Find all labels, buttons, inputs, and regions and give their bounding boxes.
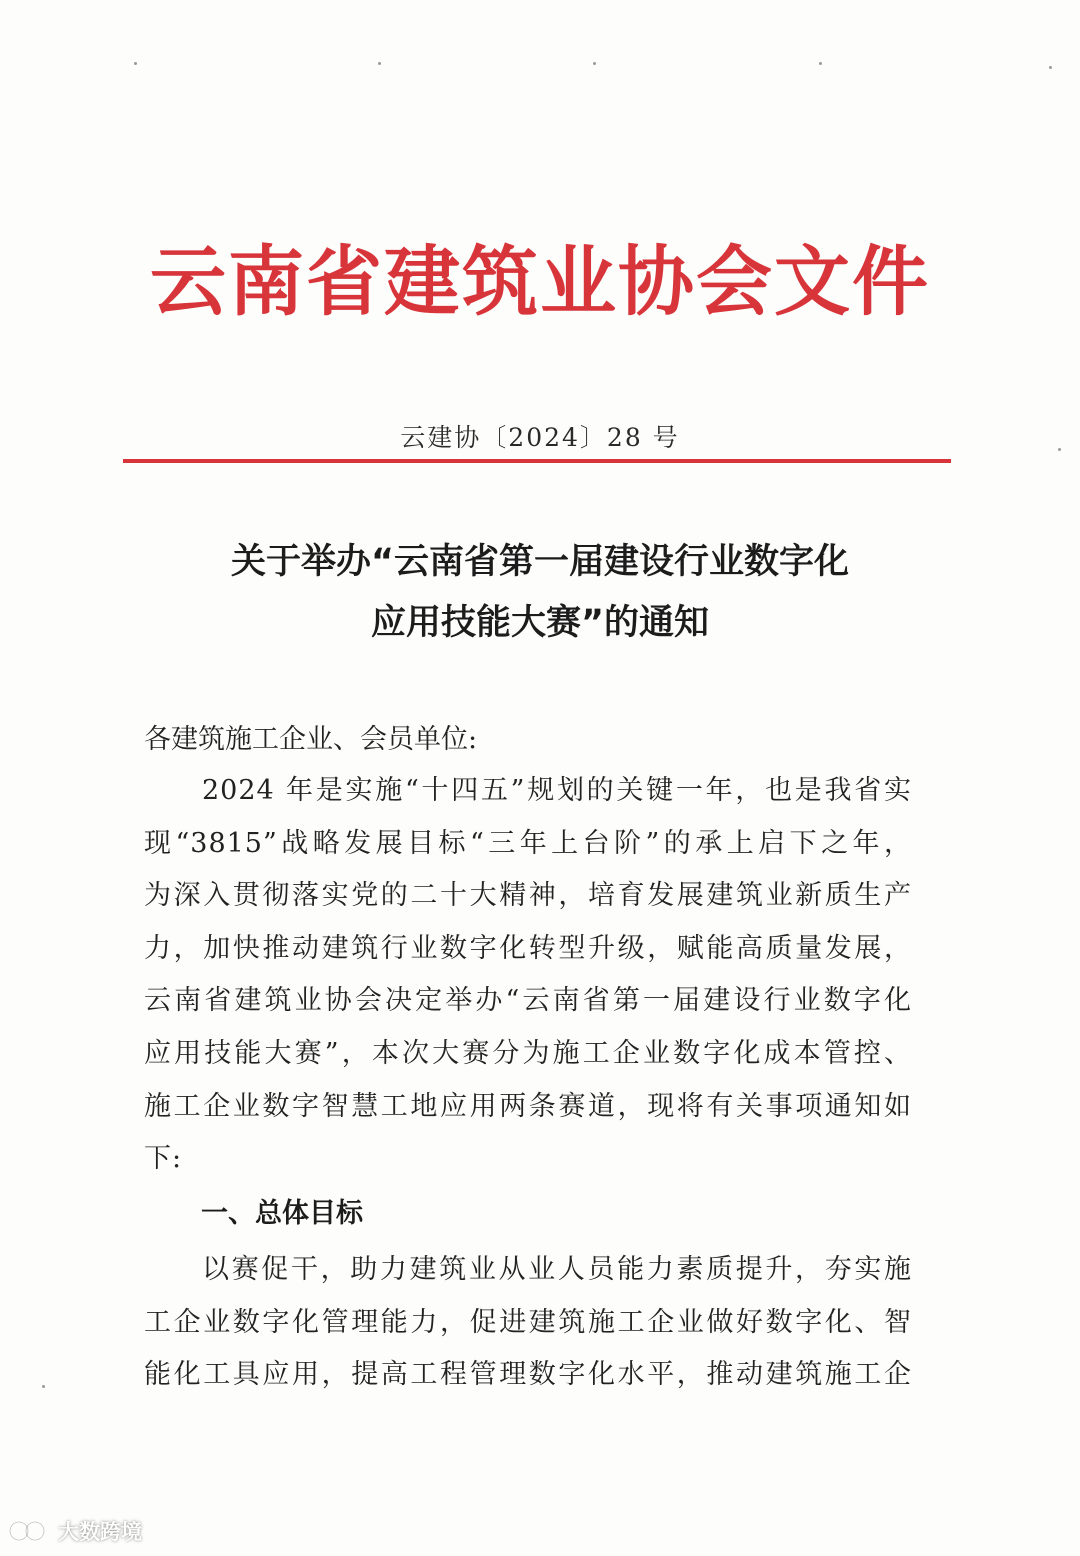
intro-paragraph <box>144 765 912 1186</box>
watermark <box>8 1513 142 1549</box>
paragraph-line: 云南省建筑业协会决定举办“云南省第一届建设行业数字化 <box>144 985 912 1017</box>
paragraph-line: 现“3815”战略发展目标“三年上台阶”的承上启下之年， <box>144 827 912 859</box>
paragraph-line: 下: <box>144 1143 183 1175</box>
scan-mark <box>42 1385 45 1388</box>
paragraph-line: 以赛促干，助力建筑业从业人员能力素质提升，夯实施 <box>202 1254 912 1285</box>
watermark-text: 大数跨境 <box>58 1520 142 1544</box>
red-separator-line <box>123 459 951 463</box>
scan-mark <box>134 62 137 65</box>
paragraph-line: 应用技能大赛”，本次大赛分为施工企业数字化成本管控、 <box>144 1037 912 1069</box>
scan-mark <box>1049 66 1052 69</box>
document-title-line-1: 关于举办“云南省第一届建设行业数字化 <box>230 542 849 582</box>
document-number: 云建协〔2024〕28 号 <box>400 423 680 452</box>
scan-mark <box>593 62 596 65</box>
section-heading: 一、总体目标 <box>201 1198 363 1229</box>
paragraph-line: 能化工具应用，提高工程管理数字化水平，推动建筑施工企 <box>144 1359 912 1391</box>
paragraph-line: 工企业数字化管理能力，促进建筑施工企业做好数字化、智 <box>144 1306 912 1338</box>
brand-logo-icon <box>8 1517 50 1545</box>
paragraph-line: 力，加快推动建筑行业数字化转型升级，赋能高质量发展， <box>144 932 912 964</box>
salutation: 各建筑施工企业、会员单位: <box>144 724 478 755</box>
paragraph-line: 2024 年是实施“十四五”规划的关键一年，也是我省实 <box>202 775 912 806</box>
scan-mark <box>378 62 381 65</box>
agency-header: 云南省建筑业协会文件 <box>150 237 930 326</box>
document-title-line-2: 应用技能大赛”的通知 <box>370 603 709 643</box>
section-paragraph <box>144 1244 912 1402</box>
scan-mark <box>819 62 822 65</box>
paragraph-line: 施工企业数字智慧工地应用两条赛道，现将有关事项通知如 <box>144 1090 912 1122</box>
paragraph-line: 为深入贯彻落实党的二十大精神，培育发展建筑业新质生产 <box>144 880 912 912</box>
